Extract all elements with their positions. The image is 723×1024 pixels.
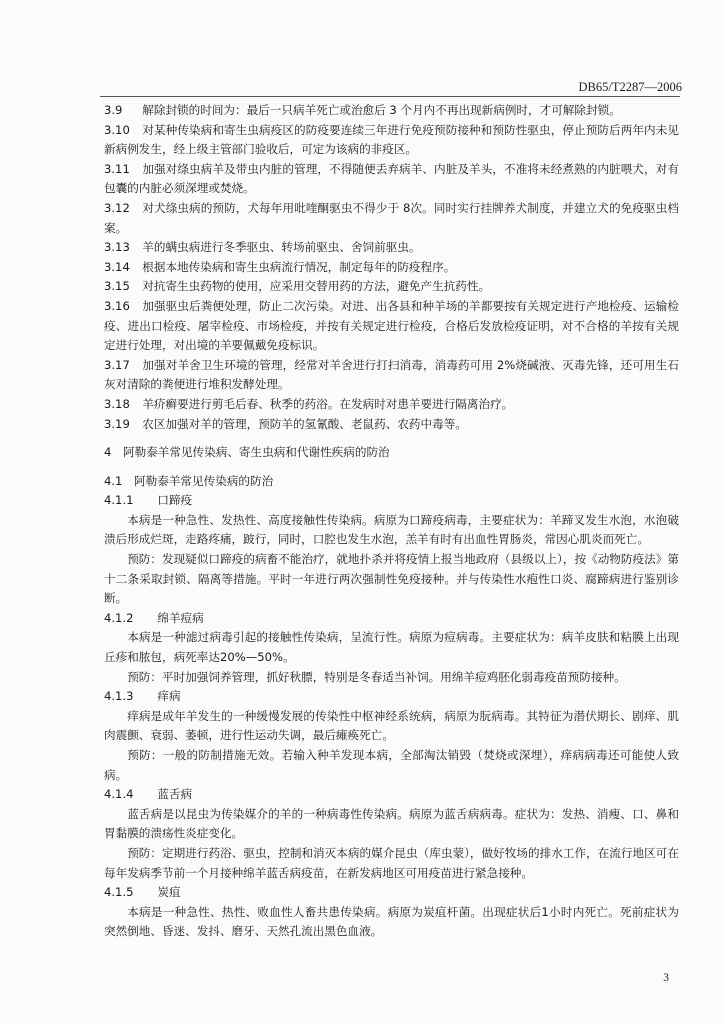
paragraph: 痒病是成年羊发生的一种缓慢发展的传染性中枢神经系统病，病原为朊病毒。其特征为潜伏期长、剧痒、肌肉震颤、衰弱、萎顿，进行性运动失调，最后瘫痪死亡。	[104, 708, 679, 743]
disease-heading: 4.1.2 绵羊痘病	[104, 610, 204, 625]
list-item: 3.9 解除封锁的时间为：最后一只病羊死亡或治愈后 3 个月内不再出现新病例时，才可解除封锁。	[104, 103, 621, 117]
list-item: 3.16 加强驱虫后粪便处理，防止二次污染。对进、出各县和种羊场的羊都要按有关规定进行产地检疫、运输检疫、进出口检疫、屠宰检疫、市场检疫，并按有关规定进行检疫，合格后发放检疫证明，对不合格的羊按有关规定进行处理，对出境的羊要佩戴免疫标识。	[104, 298, 679, 353]
list-item: 3.12 对犬绦虫病的预防，犬每年用吡喹酮驱虫不得少于 8次。同时实行挂牌养犬制度，并建立犬的免疫驱虫档案。	[104, 200, 679, 235]
paragraph: 预防：平时加强饲养管理，抓好秋膘，特别是冬春适当补饲。用绵羊痘鸡胚化弱毒疫苗预防接种。	[127, 669, 626, 684]
list-item: 3.10 对某种传染病和寄生虫病疫区的防疫要连续三年进行免疫预防接种和预防性驱虫，停止预防后两年内未见新病例发生，经上级主管部门验收后，可定为该病的非疫区。	[104, 122, 679, 157]
paragraph: 本病是一种滤过病毒引起的接触性传染病，呈流行性。病原为痘病毒。主要症状为：病羊皮肤和粘膜上出现丘疹和脓包，病死率达20%—50%。	[104, 630, 679, 665]
disease-heading: 4.1.5 炭疽	[104, 885, 181, 900]
list-item: 3.11 加强对绦虫病羊及带虫内脏的管理，不得随便丢弃病羊、内脏及羊头，不准将未经煮熟的内脏喂犬，对有包囊的内脏必须深埋或焚烧。	[104, 161, 679, 196]
document-number: DB65/T2287—2006	[578, 80, 682, 94]
list-item: 3.18 羊疥癣要进行剪毛后春、秋季的药浴。在发病时对患羊要进行隔离治疗。	[104, 396, 514, 411]
paragraph: 预防：定期进行药浴、驱虫，控制和消灭本病的媒介昆虫（库虫蒙），做好牧场的排水工作，在流行地区可在每年发病季节前一个月接种绵羊蓝舌病疫苗，在新发病地区可用疫苗进行紧急接种。	[104, 845, 679, 880]
paragraph: 预防：一般的防制措施无效。若输入种羊发现本病，全部淘汰销毁（焚烧或深埋），痒病病毒还可能使人致病。	[104, 748, 679, 782]
section-4-title: 4 阿勒泰羊常见传染病、寄生虫病和代谢性疾病的防治	[104, 445, 390, 460]
list-item: 3.15 对抗寄生虫药物的使用，应采用交替用药的方法，避免产生抗药性。	[104, 279, 491, 294]
list-item: 3.14 根据本地传染病和寄生虫病流行情况，制定每年的防疫程序。	[104, 259, 456, 274]
page-number: 3	[663, 972, 669, 984]
disease-heading: 4.1.4 蓝舌病	[104, 787, 193, 802]
paragraph: 本病是一种急性、发热性、高度接触性传染病。病原为口蹄疫病毒，主要症状为：羊蹄叉发生水泡，水泡破溃后形成烂斑，走路疼痛，跛行，同时，口腔也发生水泡，羔羊有时有出血性胃肠炎，常因心肌炎而死亡。	[104, 512, 679, 547]
section-4-1-title: 4.1 阿勒泰羊常见传染病的防治	[104, 473, 274, 488]
header-rule	[100, 96, 680, 97]
paragraph: 预防：发现疑似口蹄疫的病畜不能治疗，就地扑杀并将疫情上报当地政府（县级以上），按《动物防疫法》第十二条采取封锁、隔离等措施。平时一年进行两次强制性免疫接种。并与传染性水疱性口炎、腐蹄病进行鉴别诊断。	[104, 552, 679, 606]
list-item: 3.17 加强对羊舍卫生环境的管理，经常对羊舍进行打扫消毒，消毒药可用 2%烧碱液、灭毒先锋，还可用生石灰对清除的粪便进行堆积发酵处理。	[104, 357, 679, 392]
paragraph: 本病是一种急性、热性、败血性人畜共患传染病。病原为炭疽杆菌。出现症状后1小时内死亡。死前症状为突然倒地、昏迷、发抖、磨牙、天然孔流出黑色血液。	[104, 904, 679, 939]
disease-heading: 4.1.1 口蹄疫	[104, 493, 193, 508]
list-item: 3.19 农区加强对羊的管理，预防羊的氢氰酸、老鼠药、农药中毒等。	[104, 416, 467, 431]
items-block	[104, 101, 679, 942]
disease-heading: 4.1.3 痒病	[104, 689, 181, 704]
list-item: 3.13 羊的螨虫病进行冬季驱虫、转场前驱虫、舍饲前驱虫。	[104, 240, 421, 255]
paragraph: 蓝舌病是以昆虫为传染媒介的羊的一种病毒性传染病。病原为蓝舌病病毒。症状为：发热、消瘦、口、鼻和胃黏膜的溃疡性炎症变化。	[104, 806, 679, 841]
